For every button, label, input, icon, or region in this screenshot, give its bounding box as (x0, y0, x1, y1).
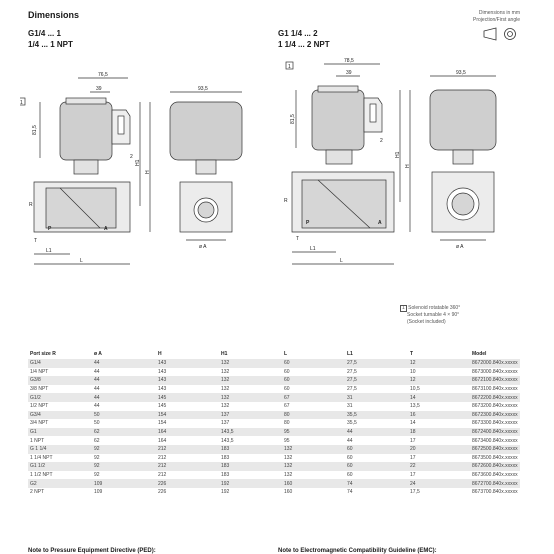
table-cell: 154 (158, 411, 167, 418)
table-cell: 137 (221, 420, 230, 427)
table-row (28, 454, 520, 463)
table-cell: 12 (410, 377, 416, 384)
table-cell: 8672100.840x.xxxxx (472, 377, 518, 384)
table-cell: 60 (284, 377, 290, 384)
dim-78-5: 78,5 (344, 58, 354, 64)
dim-l: L (80, 258, 83, 264)
dim-t: T (34, 238, 38, 244)
table-cell: 1 NPT (30, 437, 45, 444)
table-cell: 143 (158, 386, 167, 393)
table-cell: 1 1/4 NPT (30, 454, 53, 461)
table-cell: 145 (158, 394, 167, 401)
note-line-3: (Socket included) (407, 319, 446, 325)
dim-r-r: R (284, 198, 288, 204)
table-cell: 60 (347, 463, 353, 470)
drawing-small-valve (20, 70, 270, 270)
table-cell: 137 (221, 411, 230, 418)
first-angle-projection-icon (483, 27, 521, 41)
col-diameter-a: ø A (94, 351, 102, 357)
callout-2-r: 2 (380, 138, 383, 144)
callout-1-r: 1 (288, 64, 291, 70)
table-cell: 212 (158, 472, 167, 479)
dim-h-r: H (405, 164, 411, 168)
table-cell: 132 (221, 360, 230, 367)
table-cell: 183 (221, 454, 230, 461)
group-left-line-2: 1/4 ... 1 NPT (28, 40, 73, 49)
table-row (28, 402, 520, 411)
table-cell: 27,5 (347, 368, 357, 375)
table-cell: 44 (94, 360, 100, 367)
table-cell: 8673400.840x.xxxxx (472, 437, 518, 444)
col-port-size: Port size R (30, 351, 56, 357)
table-cell: 183 (221, 463, 230, 470)
table-cell: 3/8 NPT (30, 386, 49, 393)
table-cell: 226 (158, 489, 167, 496)
footer-ped-note: Note to Pressure Equipment Directive (PED): (28, 548, 156, 554)
page-title: Dimensions (28, 10, 80, 20)
dim-h1-r: H1 (395, 151, 401, 158)
table-cell: G1 1/2 (30, 463, 46, 470)
table-cell: 92 (94, 463, 100, 470)
table-cell: 44 (94, 403, 100, 410)
table-cell: G2 (30, 480, 37, 487)
table-cell: 143 (158, 377, 167, 384)
table-cell: 74 (347, 489, 353, 496)
group-right-line-1: G1 1/4 ... 2 (278, 29, 318, 38)
table-cell: 14 (410, 394, 416, 401)
table-cell: 31 (347, 394, 353, 401)
table-cell: 143,5 (221, 437, 234, 444)
table-cell: 74 (347, 480, 353, 487)
table-cell: 132 (284, 446, 293, 453)
table-cell: 212 (158, 446, 167, 453)
table-cell: 109 (94, 489, 103, 496)
table-row (28, 462, 520, 471)
table-cell: 17 (410, 437, 416, 444)
table-cell: 145 (158, 403, 167, 410)
table-cell: 143 (158, 360, 167, 367)
col-t: T (410, 351, 414, 357)
dim-h1: H1 (135, 159, 141, 166)
table-cell: 10 (410, 368, 416, 375)
table-cell: 212 (158, 454, 167, 461)
port-p-label: P (48, 226, 52, 232)
dim-76-5: 76,5 (98, 72, 108, 78)
table-cell: 1 1/2 NPT (30, 472, 53, 479)
table-cell: 20 (410, 446, 416, 453)
table-cell: 226 (158, 480, 167, 487)
dim-39-r: 39 (346, 70, 352, 76)
dim-93-5-r: 93,5 (456, 70, 466, 76)
table-cell: 44 (347, 437, 353, 444)
note-line-2: Socket turnable 4 × 90° (407, 312, 460, 318)
table-cell: 60 (347, 472, 353, 479)
table-row (28, 359, 520, 368)
table-row (28, 445, 520, 454)
table-cell: 92 (94, 446, 100, 453)
dim-81-5-r: 81,5 (290, 114, 296, 124)
table-cell: 160 (284, 489, 293, 496)
table-cell: G1/4 (30, 360, 41, 367)
table-cell: 8672400.840x.xxxxx (472, 429, 518, 436)
table-cell: 17 (410, 472, 416, 479)
table-cell: 60 (347, 454, 353, 461)
group-label-left (28, 28, 73, 50)
col-model: Model (472, 351, 487, 357)
table-cell: 95 (284, 429, 290, 436)
group-left-line-1: G1/4 ... 1 (28, 29, 61, 38)
dim-l-r: L (340, 258, 343, 264)
table-cell: 35,5 (347, 420, 357, 427)
table-cell: 18 (410, 429, 416, 436)
table-cell: 44 (94, 394, 100, 401)
table-cell: 8673700.840x.xxxxx (472, 489, 518, 496)
table-cell: 8672300.840x.xxxxx (472, 411, 518, 418)
table-cell: 3/4 NPT (30, 420, 49, 427)
table-cell: 8672600.840x.xxxxx (472, 463, 518, 470)
port-a-label: A (104, 226, 108, 232)
table-cell: 60 (284, 386, 290, 393)
table-cell: 154 (158, 420, 167, 427)
table-cell: 44 (94, 368, 100, 375)
table-row (28, 411, 520, 420)
table-cell: 164 (158, 429, 167, 436)
table-cell: 1/4 NPT (30, 368, 49, 375)
port-a-label-r: A (378, 220, 382, 226)
note-line-1: Solenoid rotatable 360° (408, 305, 461, 311)
table-cell: 8672000.840x.xxxxx (472, 360, 518, 367)
table-cell: 12 (410, 360, 416, 367)
col-h1: H1 (221, 351, 228, 357)
table-cell: 212 (158, 463, 167, 470)
col-l1: L1 (347, 351, 353, 357)
table-cell: 8673500.840x.xxxxx (472, 454, 518, 461)
note-marker: 1 (402, 305, 405, 311)
col-l: L (284, 351, 288, 357)
table-cell: 132 (284, 463, 293, 470)
dimension-table (28, 349, 520, 497)
table-cell: 50 (94, 420, 100, 427)
table-row (28, 428, 520, 437)
table-cell: G 1 1/4 (30, 446, 47, 453)
table-cell: 44 (94, 377, 100, 384)
dim-t-r: T (296, 236, 300, 242)
table-cell: 132 (221, 386, 230, 393)
table-cell: 8673300.840x.xxxxx (472, 420, 518, 427)
table-cell: 132 (284, 454, 293, 461)
table-cell: 31 (347, 403, 353, 410)
dim-39: 39 (96, 86, 102, 92)
units-note (473, 10, 520, 24)
table-cell: 50 (94, 411, 100, 418)
table-cell: 183 (221, 472, 230, 479)
table-cell: 1/2 NPT (30, 403, 49, 410)
table-cell: 109 (94, 480, 103, 487)
group-right-line-2: 1 1/4 ... 2 NPT (278, 40, 330, 49)
table-cell: 92 (94, 454, 100, 461)
table-row (28, 436, 520, 445)
table-cell: 8672700.840x.xxxxx (472, 480, 518, 487)
table-cell: 60 (347, 446, 353, 453)
table-cell: 8672500.840x.xxxxx (472, 446, 518, 453)
table-cell: 27,5 (347, 360, 357, 367)
units-note-line-1: Dimensions in mm (478, 10, 520, 16)
table-cell: 192 (221, 480, 230, 487)
units-note-line-2: Projection/First angle (473, 17, 520, 23)
footer-emc-note: Note to Electromagnetic Compatibility Guideline (EMC): (278, 548, 437, 554)
table-cell: 62 (94, 437, 100, 444)
table-row (28, 488, 520, 497)
dim-l1-r: L1 (310, 246, 316, 252)
table-cell: 80 (284, 411, 290, 418)
table-row (28, 385, 520, 394)
col-h: H (158, 351, 162, 357)
table-cell: 62 (94, 429, 100, 436)
table-cell: 17,5 (410, 489, 420, 496)
table-cell: 8673100.840x.xxxxx (472, 386, 518, 393)
table-cell: 27,5 (347, 386, 357, 393)
group-label-right (278, 28, 330, 50)
table-cell: 192 (221, 489, 230, 496)
table-cell: 160 (284, 480, 293, 487)
table-cell: 22 (410, 463, 416, 470)
table-row (28, 479, 520, 488)
table-row (28, 376, 520, 385)
table-cell: G1 (30, 429, 37, 436)
table-cell: 14 (410, 420, 416, 427)
table-cell: 132 (284, 472, 293, 479)
table-cell: 35,5 (347, 411, 357, 418)
table-cell: G3/8 (30, 377, 41, 384)
table-row (28, 471, 520, 480)
table-cell: 8672200.840x.xxxxx (472, 394, 518, 401)
table-cell: 132 (221, 368, 230, 375)
dim-oa: ø A (199, 244, 207, 250)
table-row (28, 393, 520, 402)
table-cell: 67 (284, 403, 290, 410)
table-cell: 16 (410, 411, 416, 418)
table-cell: G1/2 (30, 394, 41, 401)
dim-r: R (29, 202, 33, 208)
table-header-row (28, 349, 520, 359)
table-row (28, 419, 520, 428)
table-cell: 80 (284, 420, 290, 427)
table-cell: 8673600.840x.xxxxx (472, 472, 518, 479)
table-cell: 143,5 (221, 429, 234, 436)
drawing-large-valve (284, 56, 534, 276)
dim-h: H (145, 170, 151, 174)
table-row (28, 368, 520, 377)
table-cell: 132 (221, 394, 230, 401)
solenoid-note (400, 305, 460, 326)
table-cell: 8673200.840x.xxxxx (472, 403, 518, 410)
table-cell: 44 (347, 429, 353, 436)
table-cell: 27,5 (347, 377, 357, 384)
dim-l1: L1 (46, 248, 52, 254)
port-p-label-r: P (306, 220, 310, 226)
table-cell: 67 (284, 394, 290, 401)
table-cell: 8673000.840x.xxxxx (472, 368, 518, 375)
table-cell: 17 (410, 454, 416, 461)
table-cell: 24 (410, 480, 416, 487)
table-cell: 143 (158, 368, 167, 375)
table-cell: 60 (284, 368, 290, 375)
callout-1: 1 (20, 100, 23, 106)
table-cell: 13,5 (410, 403, 420, 410)
table-cell: 44 (94, 386, 100, 393)
table-cell: G3/4 (30, 411, 41, 418)
callout-2: 2 (130, 154, 133, 160)
dim-93-5: 93,5 (198, 86, 208, 92)
table-cell: 132 (221, 403, 230, 410)
table-cell: 95 (284, 437, 290, 444)
table-cell: 183 (221, 446, 230, 453)
dim-81-5: 81,5 (32, 125, 38, 135)
table-cell: 60 (284, 360, 290, 367)
table-cell: 164 (158, 437, 167, 444)
table-cell: 132 (221, 377, 230, 384)
table-cell: 2 NPT (30, 489, 45, 496)
table-cell: 10,5 (410, 386, 420, 393)
table-cell: 92 (94, 472, 100, 479)
dim-oa-r: ø A (456, 244, 464, 250)
